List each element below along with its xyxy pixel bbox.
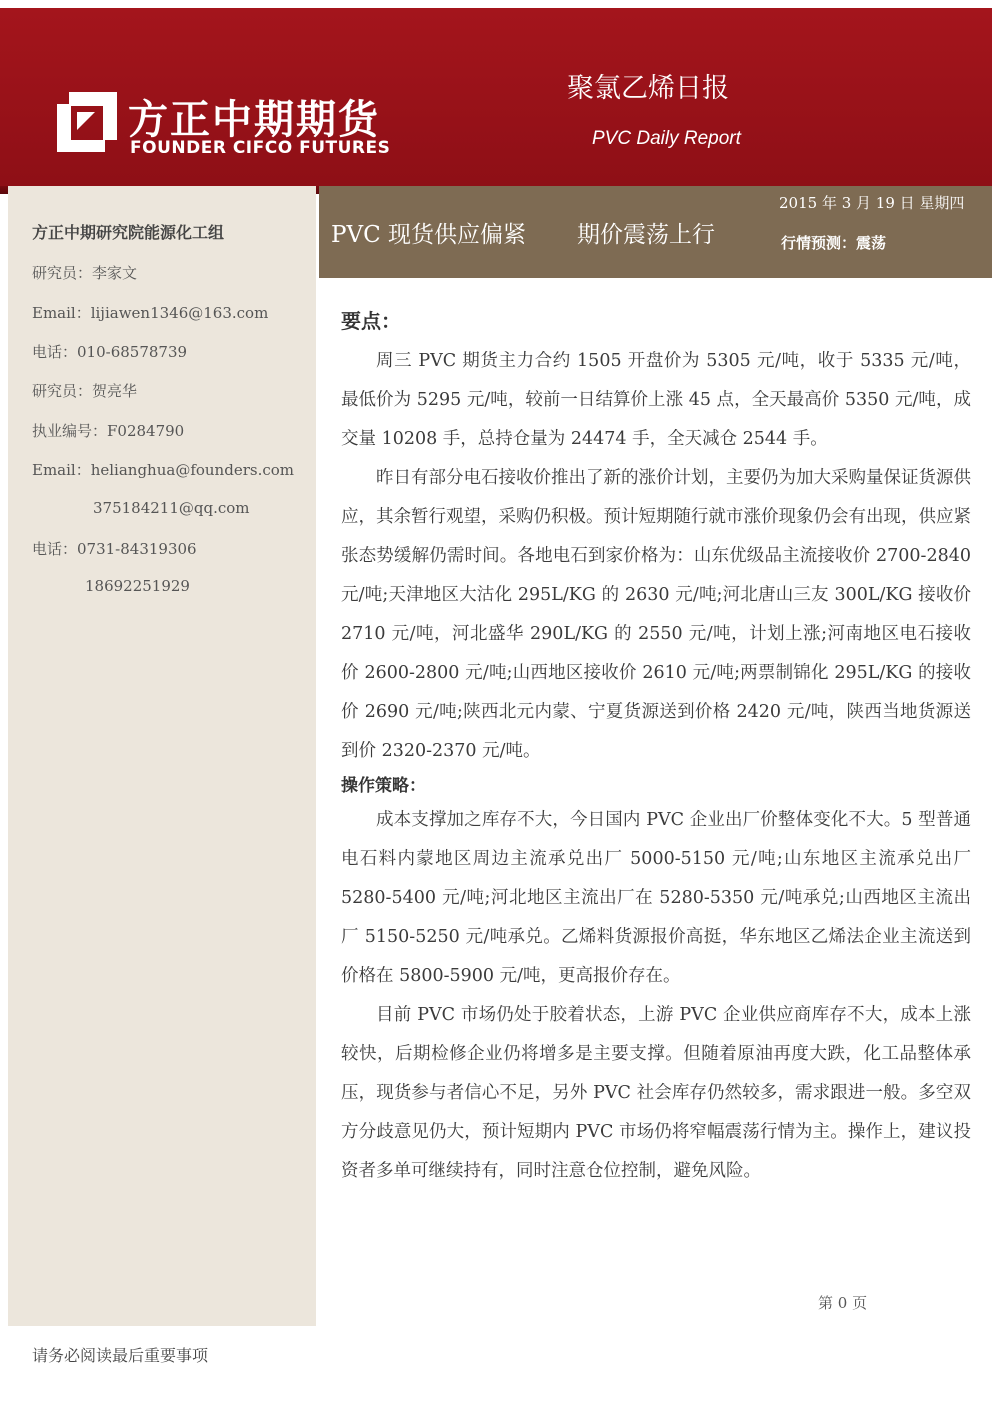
email-2-alt[interactable]: 375184211@qq.com [93, 499, 250, 517]
license-number: 执业编号：F0284790 [32, 422, 185, 440]
email-2[interactable]: Email：helianghua@founders.com [32, 461, 294, 479]
headline-primary: PVC 现货供应偏紧 [331, 222, 526, 248]
phone-2-alt: 18692251929 [85, 577, 190, 595]
paragraph-calcium-carbide: 昨日有部分电石接收价推出了新的涨价计划，主要仍为加大采购量保证货源供应，其余暂行观望，采购仍积极。预计短期随行就市涨价现象仍会有出现，供应紧张态势缓解仍需时间。各地电石到家价格为：山东优级品主流接收价 2700-2840 元/吨;天津地区大沽化 295L/KG 的 2630 元/吨;河北唐山三友 300L/KG 接收价 2710 元/吨，河北盛华 290L/KG 的 2550 元/吨，计划上涨;河南地区电石接收价 2600-2800 元/吨;山西地区接收价 2610 元/吨;两票制锦化 295L/KG 的接收价 2690 元/吨;陕西北元内蒙、宁夏货源送到价格 2420 元/吨，陕西当地货源送到价 2320-2370 元/吨。 [341, 468, 971, 761]
paragraph-spot-prices: 成本支撑加之库存不大，今日国内 PVC 企业出厂价整体变化不大。5 型普通电石料内蒙地区周边主流承兑出厂 5000-5150 元/吨;山东地区主流承兑出厂 5280-5400 元/吨;河北地区主流出厂在 5280-5350 元/吨承兑;山西地区主流出厂 5150-5250 元/吨承兑。乙烯料货源报价高挺，华东地区乙烯法企业主流送到价格在 5800-5900 元/吨，更高报价存在。 [341, 810, 971, 986]
key-points-title: 要点： [341, 309, 401, 333]
contact-sidebar [8, 186, 316, 1326]
founder-logo-icon [55, 90, 119, 154]
market-forecast: 行情预测：震荡 [781, 234, 887, 252]
strategy-title: 操作策略： [341, 776, 426, 796]
researcher-2: 研究员：贺亮华 [32, 382, 138, 400]
report-body [341, 305, 971, 1191]
report-date: 2015 年 3 月 19 日 星期四 [779, 194, 965, 212]
header-banner [0, 8, 992, 186]
brand-name-en: FOUNDER CIFCO FUTURES [130, 138, 391, 158]
page-number: 第 0 页 [818, 1294, 868, 1312]
research-group: 方正中期研究院能源化工组 [32, 223, 225, 242]
report-title-cn: 聚氯乙烯日报 [567, 73, 729, 104]
brand-name-cn: 方正中期期货 [128, 97, 380, 143]
phone-1: 电话：010-68578739 [32, 343, 188, 361]
disclaimer-note: 请务必阅读最后重要事项 [32, 1346, 209, 1365]
email-1[interactable]: Email：lijiawen1346@163.com [32, 304, 269, 322]
report-title-en: PVC Daily Report [592, 128, 741, 149]
paragraph-outlook: 目前 PVC 市场仍处于胶着状态，上游 PVC 企业供应商库存不大，成本上涨较快，后期检修企业仍将增多是主要支撑。但随着原油再度大跌，化工品整体承压，现货参与者信心不足，另外 PVC 社会库存仍然较多，需求跟进一般。多空双方分歧意见仍大，预计短期内 PVC 市场仍将窄幅震荡行情为主。操作上，建议投资者多单可继续持有，同时注意仓位控制，避免风险。 [341, 1005, 971, 1181]
headline-secondary: 期价震荡上行 [577, 222, 715, 248]
paragraph-futures-summary: 周三 PVC 期货主力合约 1505 开盘价为 5305 元/吨，收于 5335 元/吨，最低价为 5295 元/吨，较前一日结算价上涨 45 点，全天最高价 5350 元/吨，成交量 10208 手，总持仓量为 24474 手，全天减仓 2544 手。 [341, 351, 971, 449]
phone-2: 电话：0731-84319306 [32, 540, 197, 558]
researcher-1: 研究员：李家文 [32, 264, 138, 282]
headline-bar [319, 186, 992, 278]
